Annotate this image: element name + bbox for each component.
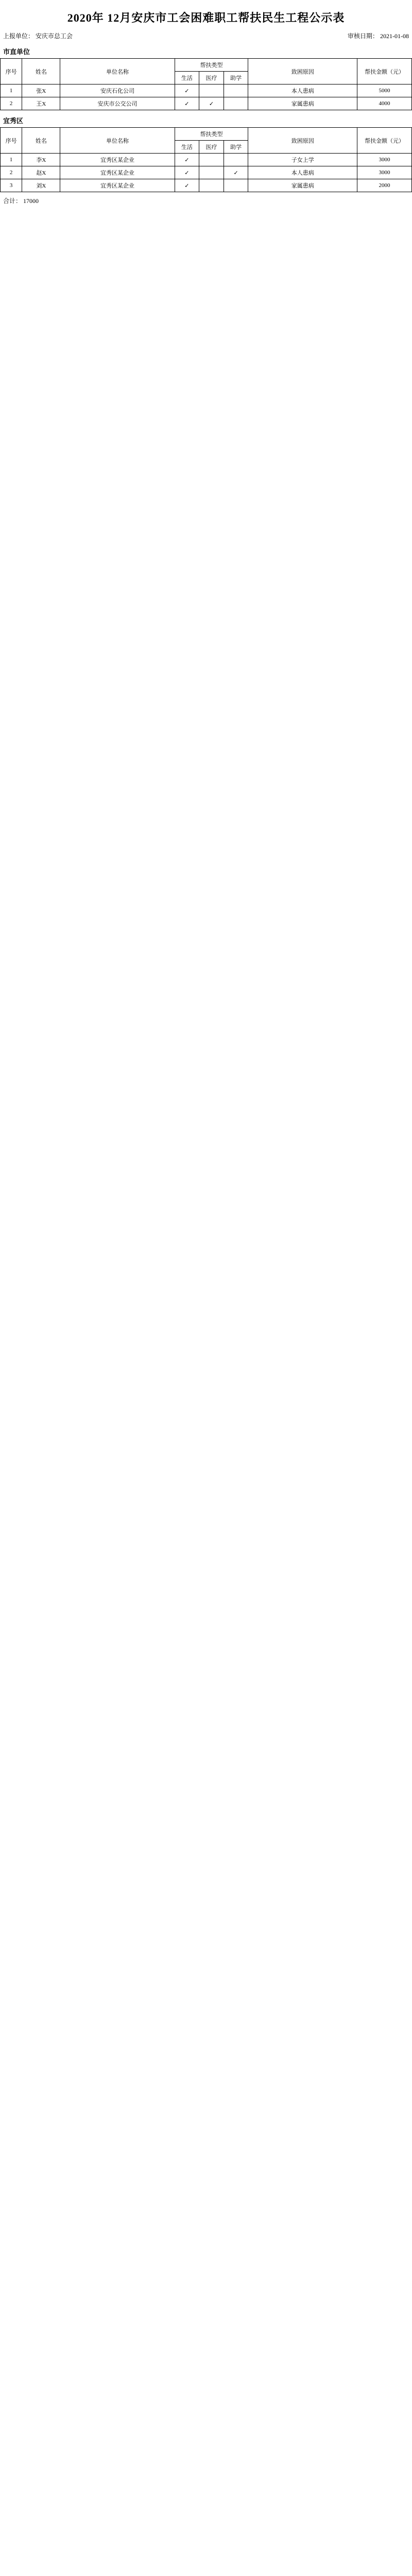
org-field — [3, 31, 73, 40]
cell-seq: 2 — [1, 166, 22, 179]
cell-seq: 3 — [1, 179, 22, 192]
meta-row — [0, 30, 412, 41]
header-reason: 致困原因 — [248, 59, 357, 84]
total-amount: 17000 — [23, 197, 39, 205]
total-label: 合计 — [3, 197, 16, 205]
cell-type-medical — [199, 179, 224, 192]
header-type-edu: 助学 — [224, 72, 248, 84]
cell-reason: 家属患病 — [248, 97, 357, 110]
page-title: 2020年 12月安庆市工会困难职工帮扶民生工程公示表 — [67, 11, 345, 24]
sections-container — [0, 44, 412, 192]
cell-type-medical — [199, 84, 224, 97]
header-unit: 单位名称 — [60, 128, 175, 154]
cell-seq: 1 — [1, 154, 22, 166]
cell-unit: 安庆石化公司 — [60, 84, 175, 97]
section — [0, 113, 412, 192]
cell-seq: 1 — [1, 84, 22, 97]
header-type-life: 生活 — [175, 72, 199, 84]
cell-amount: 5000 — [357, 84, 412, 97]
assistance-table — [0, 127, 412, 192]
cell-seq: 2 — [1, 97, 22, 110]
section-title: 市直单位 — [3, 48, 30, 56]
table-row — [1, 97, 412, 110]
page — [0, 0, 412, 209]
header-help-type: 帮扶类型 — [175, 59, 248, 72]
section-title: 宜秀区 — [3, 117, 24, 125]
cell-type-medical — [199, 166, 224, 179]
cell-name: 刘X — [22, 179, 60, 192]
cell-type-medical — [199, 154, 224, 166]
cell-type-life: ✓ — [175, 154, 199, 166]
approve-date-value: 2021-01-08 — [380, 32, 409, 40]
cell-unit: 安庆市公交公司 — [60, 97, 175, 110]
header-name: 姓名 — [22, 59, 60, 84]
cell-amount: 3000 — [357, 166, 412, 179]
cell-type-life: ✓ — [175, 97, 199, 110]
cell-reason: 本人患病 — [248, 166, 357, 179]
header-unit: 单位名称 — [60, 59, 175, 84]
header-seq: 序号 — [1, 128, 22, 154]
cell-type-edu — [224, 97, 248, 110]
footer-total: 合计： 17000 — [3, 197, 39, 205]
cell-name: 赵X — [22, 166, 60, 179]
cell-reason: 家属患病 — [248, 179, 357, 192]
header-type-edu: 助学 — [224, 141, 248, 154]
cell-amount: 3000 — [357, 154, 412, 166]
cell-type-edu — [224, 84, 248, 97]
cell-amount: 4000 — [357, 97, 412, 110]
org-value: 安庆市总工会 — [36, 32, 73, 40]
table-row — [1, 166, 412, 179]
cell-unit: 宜秀区某企业 — [60, 154, 175, 166]
header-reason: 致困原因 — [248, 128, 357, 154]
cell-type-life: ✓ — [175, 84, 199, 97]
cell-type-life: ✓ — [175, 166, 199, 179]
header-seq: 序号 — [1, 59, 22, 84]
cell-type-medical: ✓ — [199, 97, 224, 110]
header-amount: 帮扶金额（元） — [357, 59, 412, 84]
cell-unit: 宜秀区某企业 — [60, 166, 175, 179]
cell-amount: 2000 — [357, 179, 412, 192]
assistance-table — [0, 58, 412, 110]
header-amount: 帮扶金额（元） — [357, 128, 412, 154]
approve-field — [348, 31, 409, 40]
cell-type-edu — [224, 179, 248, 192]
cell-name: 李X — [22, 154, 60, 166]
table-row — [1, 84, 412, 97]
cell-type-edu — [224, 154, 248, 166]
cell-reason: 子女上学 — [248, 154, 357, 166]
header-type-life: 生活 — [175, 141, 199, 154]
cell-type-edu: ✓ — [224, 166, 248, 179]
approve-date-label: 审核日期： — [347, 32, 379, 40]
cell-reason: 本人患病 — [248, 84, 357, 97]
cell-unit: 宜秀区某企业 — [60, 179, 175, 192]
section — [0, 44, 412, 110]
cell-name: 王X — [22, 97, 60, 110]
cell-name: 张X — [22, 84, 60, 97]
header-help-type: 帮扶类型 — [175, 128, 248, 141]
header-type-medical: 医疗 — [199, 141, 224, 154]
header-type-medical: 医疗 — [199, 72, 224, 84]
table-row — [1, 154, 412, 166]
cell-type-life: ✓ — [175, 179, 199, 192]
org-label: 上报单位： — [3, 32, 35, 40]
header-name: 姓名 — [22, 128, 60, 154]
table-row — [1, 179, 412, 192]
